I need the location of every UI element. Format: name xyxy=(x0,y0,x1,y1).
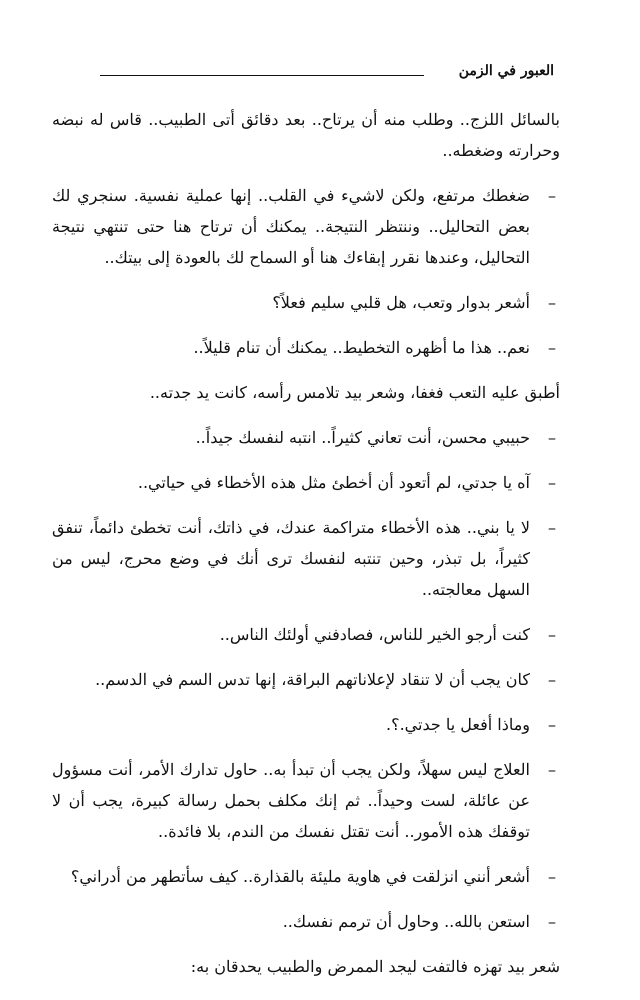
dialogue-dash: – xyxy=(548,760,556,779)
dialogue-line xyxy=(52,709,560,740)
dialogue-line xyxy=(52,467,560,498)
dialogue-dash: – xyxy=(548,293,556,312)
dialogue-dash: – xyxy=(548,670,556,689)
dialogue-text: آه يا جدتي، لم أتعود أن أخطئ مثل هذه الأخطاء في حياتي.. xyxy=(137,473,530,492)
dialogue-text: لا يا بني.. هذه الأخطاء متراكمة عندك، في ذاتك، أنت تخطئ دائماً، تنفق كثيراً، بل تبذر، وحين تنتبه لنفسك ترى أنك في وضع محرج، ليس من السهل معالجته.. xyxy=(52,518,530,599)
dialogue-line xyxy=(52,180,560,273)
dialogue-line xyxy=(52,754,560,847)
dialogue-text: أشعر بدوار وتعب، هل قلبي سليم فعلاً؟ xyxy=(272,293,530,312)
dialogue-text: نعم.. هذا ما أظهره التخطيط.. يمكنك أن تنام قليلاً.. xyxy=(193,338,530,357)
page-body xyxy=(52,104,560,996)
dialogue-dash: – xyxy=(548,428,556,447)
dialogue-text: العلاج ليس سهلاً، ولكن يجب أن تبدأ به.. حاول تدارك الأمر، أنت مسؤول عن عائلة، لست وحيداً.. ثم إنك مكلف بحمل رسالة كبيرة، يجب أن لا توقفك هذه الأمور.. أنت تقتل نفسك من الندم، بلا فائدة.. xyxy=(52,760,530,841)
dialogue-text: ضغطك مرتفع، ولكن لاشيء في القلب.. إنها عملية نفسية. سنجري لك بعض التحاليل.. وننتظر النتيجة.. يمكنك أن ترتاح هنا حتى تنتهي نتيجة التحاليل، وعندها نقرر إبقاءك هنا أو السماح لك بالعودة إلى بيتك.. xyxy=(52,186,530,267)
dialogue-dash: – xyxy=(548,715,556,734)
dialogue-dash: – xyxy=(548,912,556,931)
book-title: العبور في الزمن xyxy=(458,63,554,79)
dialogue-text: حبيبي محسن، أنت تعاني كثيراً.. انتبه لنفسك جيداً.. xyxy=(195,428,530,447)
dialogue-line xyxy=(52,332,560,363)
dialogue-dash: – xyxy=(548,338,556,357)
dialogue-dash: – xyxy=(548,625,556,644)
dialogue-text: استعن بالله.. وحاول أن ترمم نفسك.. xyxy=(282,912,530,931)
narrative-paragraph: بالسائل اللزج.. وطلب منه أن يرتاح.. بعد دقائق أتى الطبيب.. قاس له نبضه وحرارته وضغطه.. xyxy=(52,110,560,160)
narrative-paragraph: شعر بيد تهزه فالتفت ليجد الممرض والطبيب يحدقان به: xyxy=(190,957,560,976)
dialogue-dash: – xyxy=(548,518,556,537)
dialogue-line xyxy=(52,512,560,605)
dialogue-line xyxy=(52,664,560,695)
dialogue-text: كنت أرجو الخير للناس، فصادفني أولئك الناس.. xyxy=(219,625,530,644)
dialogue-line xyxy=(52,287,560,318)
narrative-paragraph: أطبق عليه التعب فغفا، وشعر بيد تلامس رأسه، كانت يد جدته.. xyxy=(149,383,560,402)
dialogue-line xyxy=(52,422,560,453)
dialogue-text: كان يجب أن لا تنقاد لإعلاناتهم البراقة، إنها تدس السم في الدسم.. xyxy=(95,670,530,689)
running-header xyxy=(100,56,554,86)
dialogue-text: أشعر أنني انزلقت في هاوية مليئة بالقذارة.. كيف سأتطهر من أدراني؟ xyxy=(70,867,530,886)
dialogue-dash: – xyxy=(548,186,556,205)
dialogue-line xyxy=(52,861,560,892)
dialogue-dash: – xyxy=(548,473,556,492)
dialogue-dash: – xyxy=(548,867,556,886)
dialogue-line xyxy=(52,619,560,650)
header-rule xyxy=(100,75,424,76)
dialogue-text: وماذا أفعل يا جدتي.؟. xyxy=(386,715,530,734)
dialogue-line xyxy=(52,906,560,937)
